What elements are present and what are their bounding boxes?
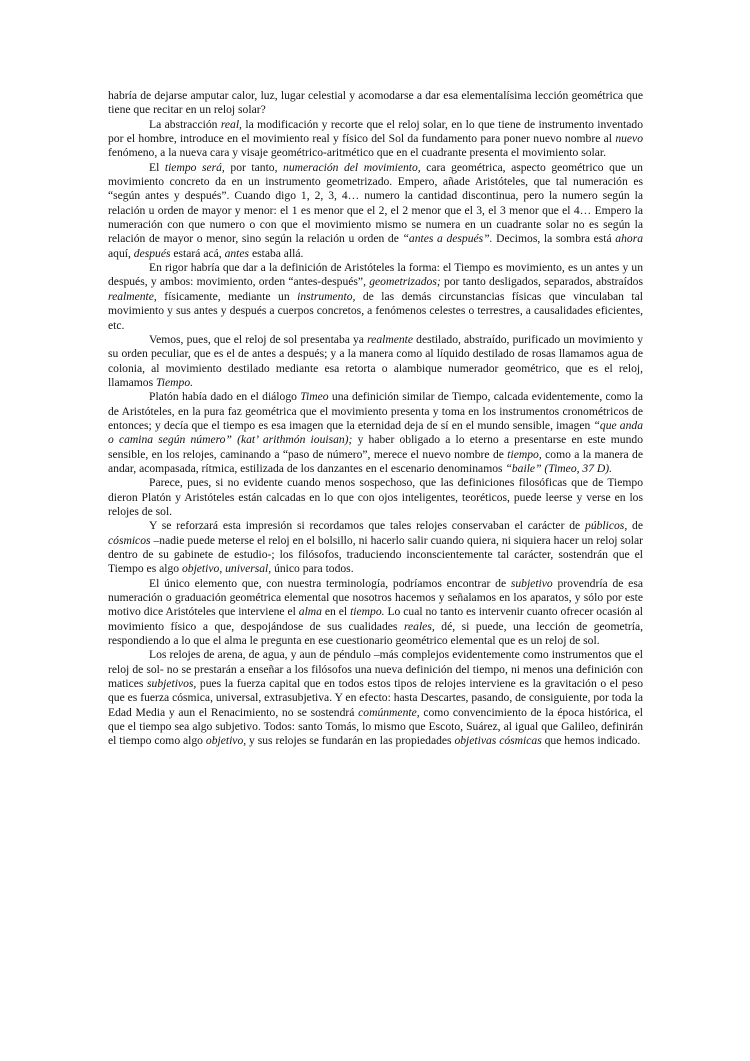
- paragraph-text: de: [627, 519, 643, 533]
- italic-text: objetivas cósmicas: [454, 734, 542, 748]
- paragraph-text: fenómeno, a la nueva cara y visaje geométrico-aritmético que en el cuadrante presenta el movimiento solar.: [108, 146, 606, 160]
- italic-text: públicos,: [585, 519, 628, 533]
- paragraph-text: Los relojes de arena, de agua, y aun de péndulo –más complejos evidentemente como instrumentos que el reloj de sol- no se prestarán a enseñar a los filósofos una nueva definición del tiempo, ni menos una definición con matices: [108, 648, 643, 691]
- italic-text: subjetivos,: [147, 677, 197, 691]
- paragraph-text: físicamente, mediante un: [156, 289, 298, 303]
- italic-text: Timeo: [300, 390, 329, 404]
- document-page: [108, 89, 643, 749]
- body-paragraph: [108, 261, 643, 333]
- italic-text: nuevo: [615, 132, 643, 146]
- paragraph-text: de las demás circunstancias físicas que vinculaban tal movimiento y sus antes y después a cuerpos concretos, a fenómenos celestes o terrestres, a causalidades eficientes, etc.: [108, 289, 643, 332]
- paragraph-text: que hemos indicado.: [541, 734, 641, 748]
- paragraph-text: cara geométrica, aspecto geométrico que un movimiento concreto da en un instrumento geometrizado. Empero, añade Aristóteles, que tal numeración es “según antes y después”. Cuando digo 1, 2, 3, 4… numero la cantidad discontinua, pero la numero según la relación u orden de mayor y menor: el 1 es menor que el 2, el 2 menor que el 3, el 3 menor que el 4… Empero la numeración con que numero o con que el movimiento mismo se numera en un cuadrante solar no es según la relación de mayor o menor, sino según la relación u orden de: [108, 160, 643, 246]
- paragraph-text: habría de dejarse amputar calor, luz, lugar celestial y acomodarse a dar esa elementalísima lección geométrica que tiene que recitar en un reloj solar?: [108, 89, 643, 117]
- body-paragraph: [108, 519, 643, 576]
- italic-text: real,: [220, 117, 242, 131]
- italic-text: numeración del movimiento,: [283, 160, 421, 174]
- paragraph-text: estaba allá.: [249, 246, 304, 260]
- italic-text: “baile” (Timeo, 37 D).: [505, 461, 613, 475]
- italic-text: objetivo, universal,: [181, 562, 272, 576]
- italic-text: tiempo será,: [164, 160, 225, 174]
- paragraph-text: Decimos, la sombra está: [492, 232, 616, 246]
- italic-text: realmente: [367, 332, 414, 346]
- paragraph-text: único para todos.: [271, 562, 354, 576]
- paragraph-text: pues la fuerza capital que en todos estos tipos de relojes interviene es la gravitación o el peso que es fuerza cósmica, universal, extrasubjetiva. Y en efecto: hasta Descartes, pasando, de consiguiente, por toda la Edad Media y aun el Renacimiento, no se sostendrá: [108, 677, 643, 719]
- paragraph-text: El: [149, 160, 165, 174]
- paragraph-text: aquí,: [108, 246, 134, 260]
- paragraph-text: Lo cual no tanto es intervenir cuanto ofrecer ocasión al movimiento físico a que, despojándose de sus cualidades: [108, 605, 643, 633]
- paragraph-text: dé, si puede, una lección de geometría, respondiendo a lo que el alma le pregunta en ese cuestionario geométrico elemental que es un reloj de sol.: [108, 619, 643, 648]
- italic-text: comúnmente,: [358, 705, 420, 719]
- italic-text: geometrizados;: [369, 275, 441, 289]
- paragraph-text: por tanto desligados, separados, abstraídos: [440, 275, 643, 289]
- italic-text: ahora: [615, 232, 643, 246]
- body-paragraph: [108, 333, 643, 390]
- paragraph-text: Platón había dado en el diálogo: [149, 390, 301, 404]
- body-paragraph: [108, 577, 643, 649]
- italic-text: tiempo.: [350, 605, 385, 619]
- paragraph-text: Y se reforzará esta impresión si recordamos que tales relojes conservaban el carácter de: [149, 519, 586, 533]
- body-paragraph: [108, 89, 643, 118]
- italic-text: después: [133, 246, 171, 260]
- body-paragraph: [108, 648, 643, 748]
- paragraph-text: como a la manera de andar, acompasada, rítmica, estilizada de los danzantes en el escenario denominamos: [108, 447, 643, 475]
- italic-text: antes: [224, 246, 250, 260]
- paragraph-text: estará acá,: [170, 246, 225, 260]
- paragraph-text: provendría de esa numeración o graduación geométrica elemental que nosotros hacemos y señalamos en los aparatos, y sólo por este motivo dice Aristóteles que interviene el: [108, 576, 643, 619]
- italic-text: “que anda o camina según número” (kat’ arithmón iouisan);: [108, 418, 643, 447]
- italic-text: cósmicos: [108, 533, 151, 547]
- body-paragraph: [108, 476, 643, 519]
- paragraph-text: como convencimiento de la época histórica, el que el tiempo sea algo subjetivo. Todos: santo Tomás, lo mismo que Escoto, Suárez, al igual que Galileo, definirán el tiempo como algo: [108, 705, 643, 748]
- paragraph-text: una definición similar de Tiempo, calcada evidentemente, como la de Aristóteles, en la pura faz geométrica que el movimiento presenta y toma en los instrumentos cronométricos de entonces; y decía que el tiempo es esa imagen que la eternidad deja de sí en el mundo sensible, imagen: [108, 390, 643, 432]
- paragraph-text: –nadie puede meterse el reloj en el bolsillo, ni hacerlo salir cuando quiera, ni siquiera hacer un reloj solar dentro de su gabinete de estudio-; los filósofos, traduciendo inconscientemente tal carácter, sostendrán que el Tiempo es algo: [108, 533, 643, 576]
- italic-text: realmente,: [108, 289, 157, 303]
- italic-text: “antes a después”.: [402, 232, 493, 246]
- paragraph-text: Parece, pues, si no evidente cuando menos sospechoso, que las definiciones filosóficas que de Tiempo dieron Platón y Aristóteles están calcadas en lo que con ojos inteligentes, teoréticos, puede leerse y verse en los relojes de sol.: [108, 476, 643, 518]
- paragraph-text: destilado, abstraído, purificado un movimiento y su orden peculiar, que es el de antes a después; y a la manera como al líquido destilado de rosas llamamos agua de colonia, al movimiento destilado mediante esa retorta o alambique numerador geométrico, que es el reloj, llamamos: [108, 332, 644, 389]
- paragraph-text: en el: [321, 605, 351, 619]
- italic-text: Tiempo.: [155, 375, 194, 389]
- italic-text: subjetivo: [510, 576, 553, 590]
- paragraph-text: Vemos, pues, que el reloj de sol presentaba ya: [149, 332, 368, 346]
- italic-text: tiempo,: [507, 447, 542, 461]
- body-paragraph: [108, 118, 643, 161]
- paragraph-text: la modificación y recorte que el reloj solar, en lo que tiene de instrumento inventado por el hombre, introduce en el movimiento real y físico del Sol da fundamento para poner nuevo nombre al: [108, 117, 643, 146]
- italic-text: instrumento,: [297, 289, 356, 303]
- paragraph-text: La abstracción: [149, 117, 221, 131]
- body-paragraph: [108, 390, 643, 476]
- paragraph-text: por tanto,: [224, 160, 284, 174]
- paragraph-text: El único elemento que, con nuestra terminología, podríamos encontrar de: [149, 576, 511, 590]
- paragraph-text: y haber obligado a lo eterno a presentarse en este mundo sensible, en los relojes, caminando a “paso de número”, merece el nuevo nombre de: [108, 433, 643, 461]
- body-paragraph: [108, 161, 643, 261]
- italic-text: alma: [298, 605, 322, 619]
- paragraph-text: En rigor habría que dar a la definición de Aristóteles la forma: el Tiempo es movimiento, es un antes y un después, y ambos: movimiento, orden “antes-después”,: [108, 261, 643, 289]
- italic-text: reales,: [403, 619, 435, 633]
- italic-text: objetivo,: [205, 734, 247, 748]
- paragraph-text: y sus relojes se fundarán en las propiedades: [246, 734, 455, 748]
